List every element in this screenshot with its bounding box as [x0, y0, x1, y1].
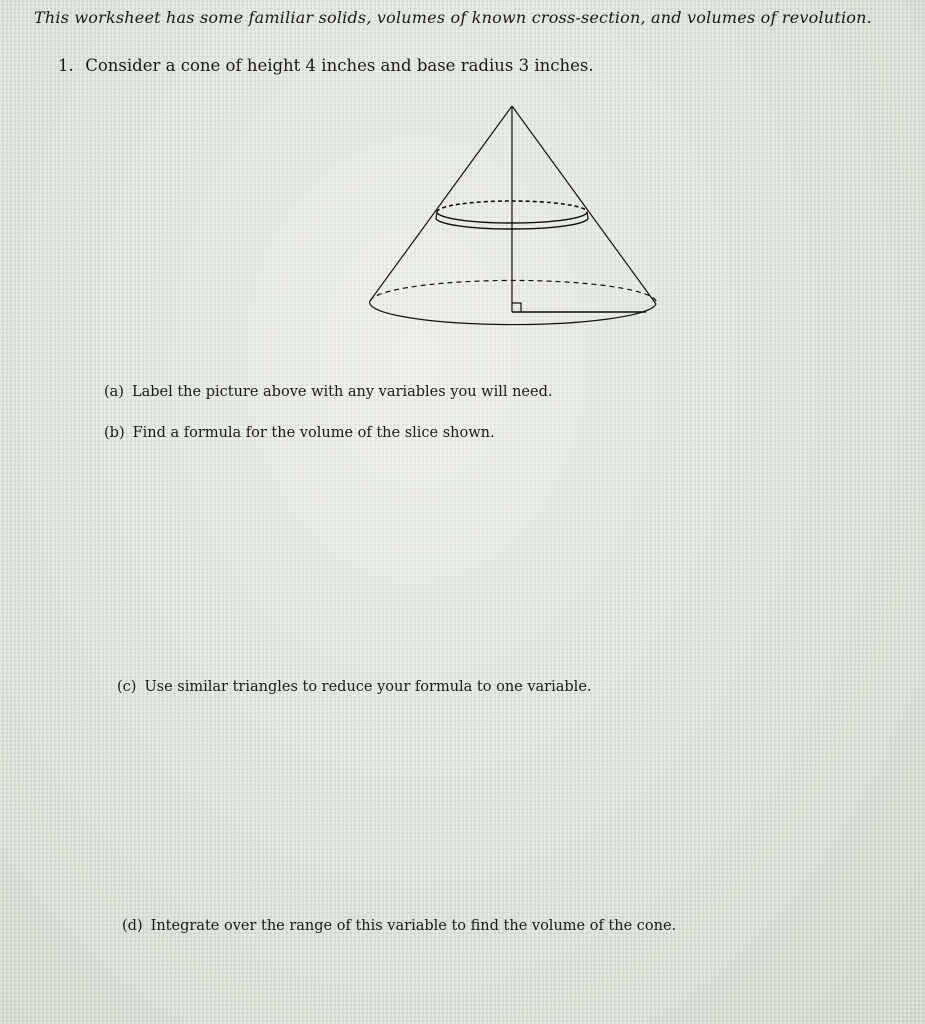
cone-diagram [360, 100, 670, 335]
worksheet-intro: This worksheet has some familiar solids, volumes of known cross-section, and volumes of revolution. [34, 8, 872, 27]
part-a-text: Label the picture above with any variables you will need. [131, 384, 553, 400]
part-d-text: Integrate over the range of this variable to find the volume of the cone. [150, 918, 677, 934]
problem-number: 1. [58, 56, 74, 75]
part-a-label: (a) [104, 384, 124, 400]
part-b [104, 425, 495, 441]
part-a [104, 384, 552, 400]
right-angle-marker [512, 303, 521, 312]
part-c-label: (c) [117, 679, 137, 695]
slice-left-side [436, 212, 437, 218]
base-front-arc [370, 301, 656, 325]
cone-right-edge [512, 106, 656, 304]
base-back-arc [370, 280, 656, 304]
part-d [122, 918, 676, 934]
part-d-label: (d) [122, 918, 143, 934]
problem-statement: Consider a cone of height 4 inches and base radius 3 inches. [85, 56, 594, 75]
part-c-text: Use similar triangles to reduce your formula to one variable. [144, 679, 592, 695]
problem-1 [58, 56, 594, 75]
slice-right-side [587, 212, 588, 218]
cone-left-edge [370, 106, 512, 301]
part-b-text: Find a formula for the volume of the slice shown. [132, 425, 495, 441]
part-b-label: (b) [104, 425, 125, 441]
part-c [117, 679, 592, 695]
